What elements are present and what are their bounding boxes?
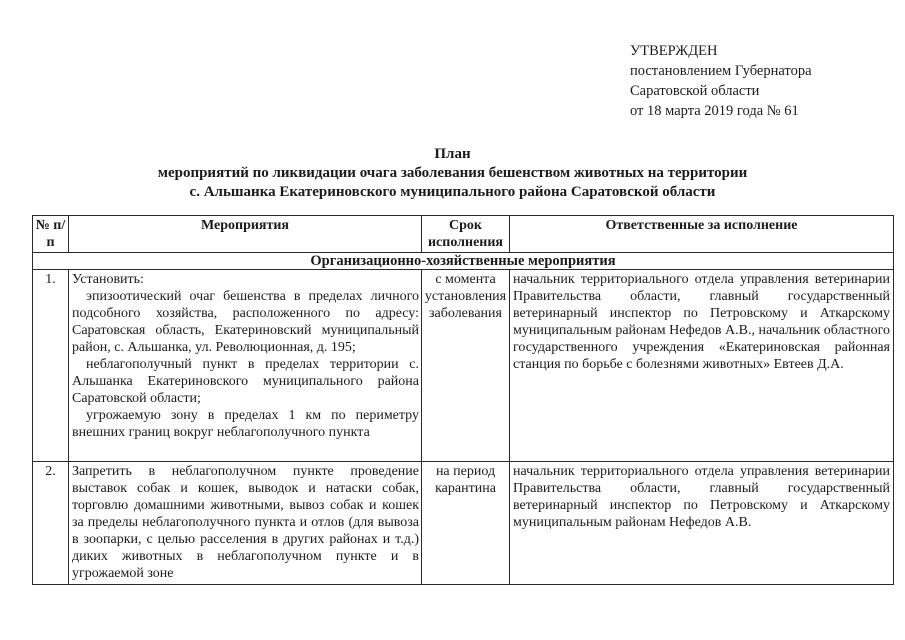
column-header-num: № п/п (33, 216, 69, 253)
row-number: 2. (33, 462, 69, 585)
plan-table (32, 215, 894, 585)
measure-paragraph: угрожаемую зону в пределах 1 км по периметру внешних границ вокруг неблагополучного пункта (72, 408, 419, 440)
title-line-1: План (434, 146, 471, 162)
responsible-cell: начальник территориального отдела управления ветеринарии Правительства области, главный государственный ветеринарный инспектор по Петровскому и Аткарскому муниципальным районам Нефедов А.В. (510, 462, 894, 585)
column-header-measures: Мероприятия (69, 216, 422, 253)
document-title (0, 145, 905, 202)
measure-paragraph: эпизоотический очаг бешенства в пределах личного подсобного хозяйства, расположенного по адресу: Саратовская область, Екатериновский муниципальный район, с. Альшанка, ул. Революционная, д. 195; (72, 289, 419, 355)
measures-cell (69, 462, 422, 585)
measure-paragraph: Запретить в неблагополучном пункте проведение выставок собак и кошек, выводок и натаски собак, торговлю домашними животными, вывоз собак и кошек за пределы неблагополучного пункта и отлов (для вывоза в зоопарки, с целью расселения в других районах и т.д.) диких животных в неблагополучном пункте и в угрожаемой зоне (72, 464, 419, 581)
section-row (33, 253, 894, 270)
section-title: Организационно-хозяйственные мероприятия (33, 253, 894, 270)
approval-line-3: Саратовской области (630, 83, 760, 99)
column-header-term: Срок исполнения (422, 216, 510, 253)
table-row (33, 462, 894, 585)
approval-line-4: от 18 марта 2019 года № 61 (630, 103, 799, 119)
approval-line-1: УТВЕРЖДЕН (630, 43, 718, 59)
term-cell: с момента установления заболевания (422, 270, 510, 462)
term-cell: на период карантина (422, 462, 510, 585)
approval-line-2: постановлением Губернатора (630, 63, 812, 79)
measure-paragraph: Установить: (72, 272, 144, 287)
title-line-3: с. Альшанка Екатериновского муниципального района Саратовской области (189, 184, 716, 200)
responsible-cell: начальник территориального отдела управления ветеринарии Правительства области, главный государственный ветеринарный инспектор по Петровскому и Аткарскому муниципальным районам Нефедов А.В., начальник областного государственного учреждения «Екатериновская районная станция по борьбе с болезнями животных» Евтеев Д.А. (510, 270, 894, 462)
table-row (33, 270, 894, 462)
column-header-responsible: Ответственные за исполнение (510, 216, 894, 253)
row-number: 1. (33, 270, 69, 462)
measure-paragraph: неблагополучный пункт в пределах территории с. Альшанка Екатериновского муниципального района Саратовской области; (72, 357, 419, 406)
table-header-row (33, 216, 894, 253)
approval-block (630, 41, 812, 121)
title-line-2: мероприятий по ликвидации очага заболевания бешенством животных на территории (157, 165, 748, 181)
measures-cell (69, 270, 422, 462)
